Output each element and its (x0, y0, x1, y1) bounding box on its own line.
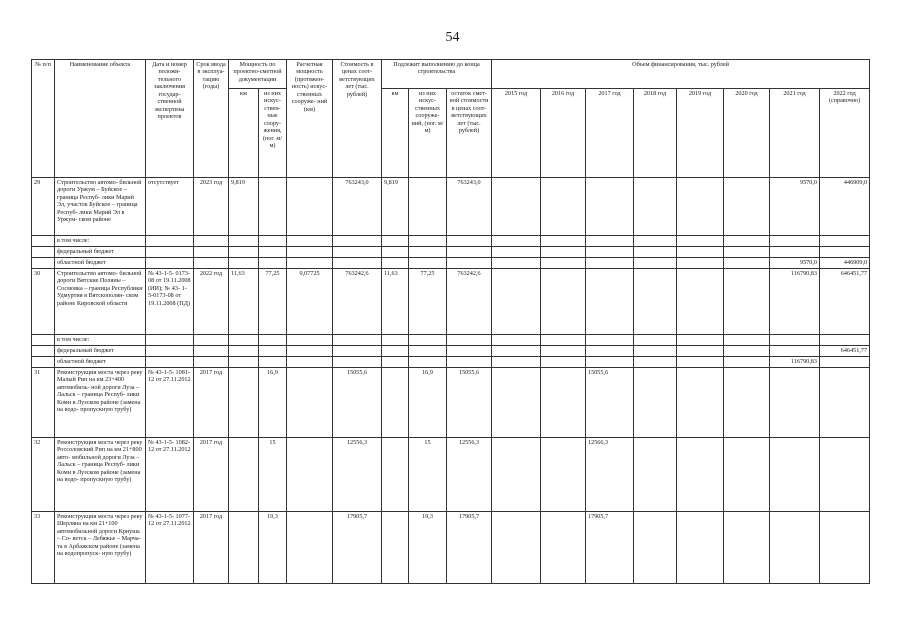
row-km: 11,63 (229, 269, 259, 335)
row-term: 2023 год (194, 178, 229, 236)
row-rem-struct: 16,9 (409, 368, 447, 438)
row-rem-km: 11,63 (382, 269, 409, 335)
subrow-y2021 (770, 247, 820, 258)
subrow-y2017 (586, 247, 634, 258)
row-y2017: 17905,7 (586, 512, 634, 584)
header-funding: Объем финансирования, тыс. рублей (492, 60, 870, 89)
row-y2016 (541, 178, 586, 236)
row-y2015 (492, 512, 541, 584)
investment-table-wrapper (31, 59, 869, 584)
row-expertise: № 43-1-5- 1082-12 от 27.11.2012 (146, 438, 194, 512)
table-subrow (32, 258, 870, 269)
subrow-label: в том числе: (55, 236, 146, 247)
row-struct: 19,3 (259, 512, 287, 584)
row-rem-cost: 17905,7 (447, 512, 492, 584)
header-rem-km: км (382, 89, 409, 178)
row-name: Строительство автомо- бильной дороги Вятские Поляны – Сосмовка – граница Республики Удмуртия в Вятскополян- ском районе Кировской области (55, 269, 146, 335)
row-y2022 (820, 512, 870, 584)
row-y2021: 9570,0 (770, 178, 820, 236)
row-y2015 (492, 368, 541, 438)
subrow-y2021 (770, 236, 820, 247)
header-year-2020: 2020 год (724, 89, 770, 178)
row-calc (287, 438, 333, 512)
table-row (32, 269, 870, 335)
row-y2016 (541, 438, 586, 512)
row-y2016 (541, 368, 586, 438)
row-num: 31 (32, 368, 55, 438)
row-y2022 (820, 438, 870, 512)
table-subrow (32, 357, 870, 368)
subrow-label: в том числе: (55, 335, 146, 346)
row-y2016 (541, 269, 586, 335)
header-capacity: Мощность по проектно-сметной документации (229, 60, 287, 89)
row-rem-km: 9,819 (382, 178, 409, 236)
row-y2021 (770, 512, 820, 584)
row-y2018 (634, 178, 677, 236)
table-header (32, 60, 870, 178)
row-y2020 (724, 178, 770, 236)
header-year-2016: 2016 год (541, 89, 586, 178)
subrow-y2022: 446909,0 (820, 258, 870, 269)
row-calc (287, 512, 333, 584)
row-km (229, 438, 259, 512)
subrow-y2021: 9570,0 (770, 258, 820, 269)
row-y2022 (820, 368, 870, 438)
row-cost: 763242,6 (333, 269, 382, 335)
row-rem-km (382, 512, 409, 584)
header-year-2021: 2021 год (770, 89, 820, 178)
header-num: № п/п (32, 60, 55, 178)
row-struct (259, 178, 287, 236)
row-struct: 77,25 (259, 269, 287, 335)
row-rem-km (382, 368, 409, 438)
subrow-y2017 (586, 236, 634, 247)
subrow-label: федеральный бюджет (55, 247, 146, 258)
row-y2018 (634, 438, 677, 512)
subrow-y2022: 646451,77 (820, 346, 870, 357)
table-subrow (32, 247, 870, 258)
row-calc: 0,07725 (287, 269, 333, 335)
row-y2019 (677, 512, 724, 584)
investment-table (31, 59, 870, 584)
subrow-label: областной бюджет (55, 258, 146, 269)
row-y2019 (677, 269, 724, 335)
subrow-y2017 (586, 357, 634, 368)
header-rem-cost: остаток смет- ной стоимости в ценах соот- ветствующих лет (тыс. рублей) (447, 89, 492, 178)
row-rem-struct: 15 (409, 438, 447, 512)
row-rem-struct (409, 178, 447, 236)
row-y2017: 12566,3 (586, 438, 634, 512)
subrow-y2022 (820, 236, 870, 247)
row-y2022: 646451,77 (820, 269, 870, 335)
row-rem-cost: 763242,6 (447, 269, 492, 335)
row-y2019 (677, 178, 724, 236)
row-rem-struct: 19,3 (409, 512, 447, 584)
subrow-y2022 (820, 335, 870, 346)
row-y2017 (586, 269, 634, 335)
subrow-y2021 (770, 346, 820, 357)
subrow-y2022 (820, 357, 870, 368)
header-year-2017: 2017 год (586, 89, 634, 178)
header-term: Срок ввода в эксплуа- тацию (годы) (194, 60, 229, 178)
table-row (32, 438, 870, 512)
header-year-2022: 2022 год (справочно) (820, 89, 870, 178)
row-y2021 (770, 438, 820, 512)
row-km: 9,819 (229, 178, 259, 236)
row-y2019 (677, 368, 724, 438)
header-year-2019: 2019 год (677, 89, 724, 178)
row-km (229, 512, 259, 584)
header-rem-struct: из них искус- ственных сооруже- ний, (пог. м/м) (409, 89, 447, 178)
header-year-2018: 2018 год (634, 89, 677, 178)
row-y2021 (770, 368, 820, 438)
table-row (32, 512, 870, 584)
row-term: 2017 год (194, 368, 229, 438)
row-expertise: № 43-1-5- 1077-12 от 27.11.2012 (146, 512, 194, 584)
row-y2015 (492, 178, 541, 236)
header-year-2015: 2015 год (492, 89, 541, 178)
table-subrow (32, 346, 870, 357)
row-struct: 15 (259, 438, 287, 512)
row-y2015 (492, 269, 541, 335)
table-subrow (32, 236, 870, 247)
row-name: Реконструкция моста через реку Россоловский Рип на км 21+800 авто- мобильной дороги Луза – Лальск – граница Респуб- лики Коми в Лузском районе (замена на водо- пропускную трубу) (55, 438, 146, 512)
row-km (229, 368, 259, 438)
row-term: 2022 год (194, 269, 229, 335)
row-y2019 (677, 438, 724, 512)
subrow-label: федеральный бюджет (55, 346, 146, 357)
row-rem-cost: 12556,3 (447, 438, 492, 512)
row-y2017: 15055,6 (586, 368, 634, 438)
row-num: 30 (32, 269, 55, 335)
subrow-y2017 (586, 346, 634, 357)
row-y2021: 116790,83 (770, 269, 820, 335)
row-rem-cost: 15055,6 (447, 368, 492, 438)
page-number: 54 (445, 30, 460, 45)
row-num: 29 (32, 178, 55, 236)
subrow-y2022 (820, 247, 870, 258)
row-y2018 (634, 368, 677, 438)
row-cost: 17905,7 (333, 512, 382, 584)
row-y2020 (724, 512, 770, 584)
row-expertise: № 43-1-5- 0173-08 от 19.11.2008 (ИИ); № 43- 1-5-0173-08 от 19.11.2008 (ПД) (146, 269, 194, 335)
row-term: 2017 год (194, 512, 229, 584)
row-y2020 (724, 368, 770, 438)
header-cap-struct: из них искус- ствен- ные соору- жения, (пог. м/м) (259, 89, 287, 178)
row-calc (287, 368, 333, 438)
table-subrow (32, 335, 870, 346)
row-num: 32 (32, 438, 55, 512)
header-expertise: Дата и номер положи- тельного заключения государ- ственной экспертизы проектов (146, 60, 194, 178)
row-y2022: 446909,0 (820, 178, 870, 236)
subrow-y2021 (770, 335, 820, 346)
header-remaining: Подлежит выполнению до конца строительства (382, 60, 492, 89)
row-struct: 16,9 (259, 368, 287, 438)
table-row (32, 178, 870, 236)
header-calc: Расчетная мощность (протяжен- ность) искус- ственных сооруже- ний (км) (287, 60, 333, 178)
header-cap-km: км (229, 89, 259, 178)
row-rem-cost: 763243,0 (447, 178, 492, 236)
row-rem-km (382, 438, 409, 512)
header-cost: Стоимость в ценах соот- ветствующих лет (тыс. рублей) (333, 60, 382, 178)
row-y2020 (724, 269, 770, 335)
row-y2020 (724, 438, 770, 512)
row-y2016 (541, 512, 586, 584)
row-cost: 12556,3 (333, 438, 382, 512)
row-name: Реконструкция моста через реку Шерляна на км 21+100 автомобильной дороги Криуша – Со- ветск – Лебяжье – Марча- та в Арбажском районе (замена на водопропуск- ную трубу) (55, 512, 146, 584)
subrow-y2017 (586, 335, 634, 346)
table-row (32, 368, 870, 438)
subrow-y2017 (586, 258, 634, 269)
row-name: Реконструкция моста через реку Малый Рип на км 23+400 автомобиль- ной дороги Луза – Лальск – граница Респуб- лики Коми в Лузском районе (замена на водо- пропускную трубу) (55, 368, 146, 438)
row-y2018 (634, 512, 677, 584)
row-y2018 (634, 269, 677, 335)
row-expertise: отсутствует (146, 178, 194, 236)
row-rem-struct: 77,25 (409, 269, 447, 335)
row-num: 33 (32, 512, 55, 584)
header-name: Наименование объекта (55, 60, 146, 178)
subrow-label: областной бюджет (55, 357, 146, 368)
row-cost: 15055,6 (333, 368, 382, 438)
row-name: Строительство автомо- бильной дороги Уржум – Буйское – граница Респуб- лики Марий Эл, участок Буйское – граница Респуб- лики Марий Эл в Уржум- ском районе (55, 178, 146, 236)
row-cost: 763243,0 (333, 178, 382, 236)
row-y2015 (492, 438, 541, 512)
row-calc (287, 178, 333, 236)
row-y2017 (586, 178, 634, 236)
subrow-y2021: 116790,83 (770, 357, 820, 368)
row-expertise: № 43-1-5- 1081-12 от 27.11.2012 (146, 368, 194, 438)
table-body (32, 178, 870, 584)
row-term: 2017 год (194, 438, 229, 512)
